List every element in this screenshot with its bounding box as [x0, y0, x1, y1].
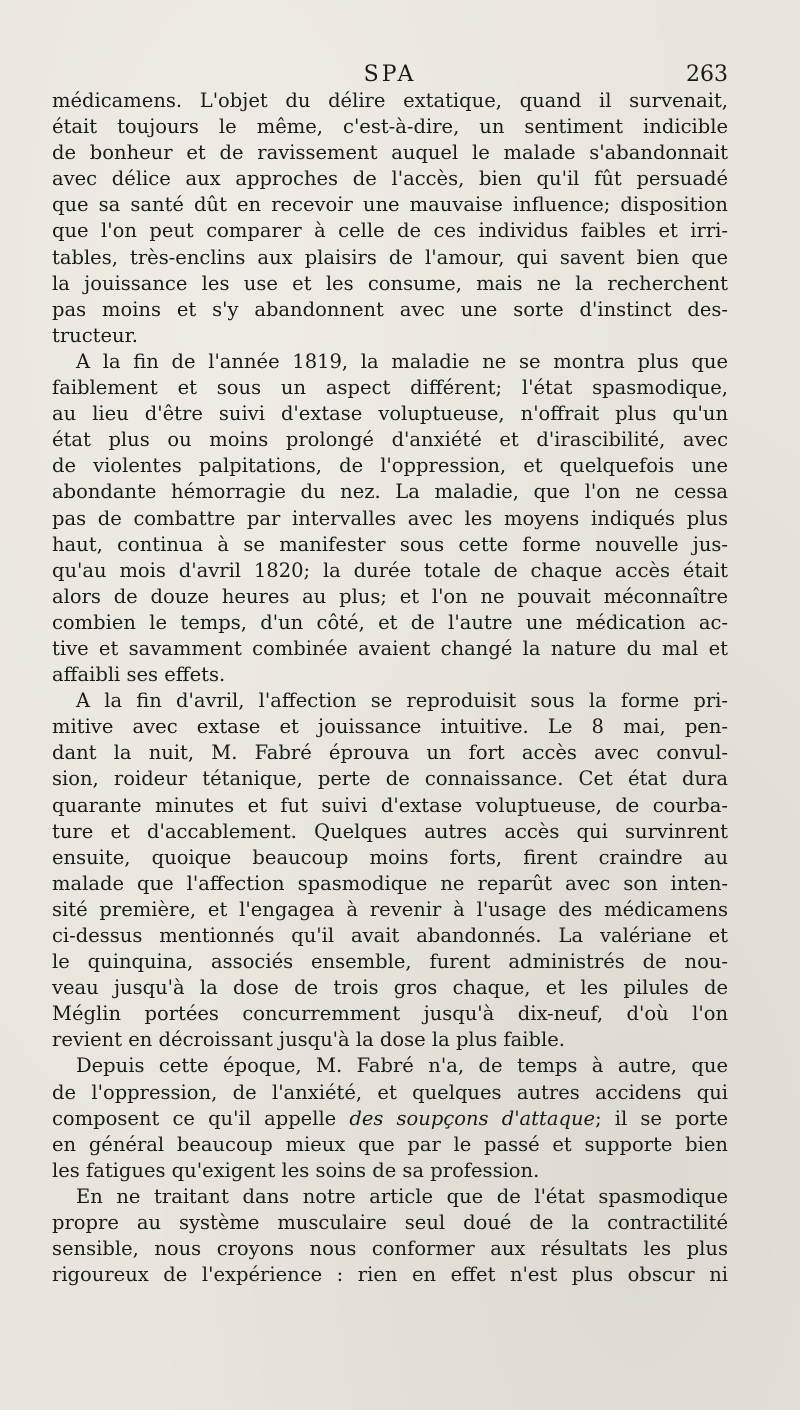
paragraph-4	[52, 1053, 728, 1183]
text-line: état plus ou moins prolongé d'anxiété et d'irascibilité, avec	[52, 428, 728, 452]
text-line: pas de combattre par intervalles avec les moyens indiqués plus	[52, 506, 728, 530]
text-line: en général beaucoup mieux que par le passé et supporte bien	[52, 1132, 728, 1156]
text-line: de l'oppression, de l'anxiété, et quelques autres accidens qui	[52, 1080, 728, 1104]
paragraph-3	[52, 688, 728, 1053]
text-line: tables, très-enclins aux plaisirs de l'amour, qui savent bien que	[52, 245, 728, 269]
text-line: ensuite, quoique beaucoup moins forts, firent craindre au	[52, 845, 728, 869]
text-line: les fatigues qu'exigent les soins de sa profession.	[52, 1158, 540, 1182]
paragraph-5	[52, 1184, 728, 1288]
text-line: rigoureux de l'expérience : rien en effet n'est plus obscur ni	[52, 1263, 728, 1287]
text-segment: composent ce qu'il appelle	[52, 1106, 350, 1130]
text-line: mitive avec extase et jouissance intuitive. Le 8 mai, pen-	[52, 715, 728, 739]
text-line: veau jusqu'à la dose de trois gros chaque, et les pilules de	[52, 976, 728, 1000]
paragraph-1	[52, 88, 728, 349]
text-line: dant la nuit, M. Fabré éprouva un fort accès avec convul-	[52, 741, 728, 765]
text-line: qu'au mois d'avril 1820; la durée totale de chaque accès était	[52, 558, 728, 582]
text-line: au lieu d'être suivi d'extase voluptueuse, n'offrait plus qu'un	[52, 402, 728, 426]
text-line-with-italic	[52, 1106, 728, 1132]
text-line: revient en décroissant jusqu'à la dose la plus faible.	[52, 1028, 565, 1052]
text-line: le quinquina, associés ensemble, furent administrés de nou-	[52, 950, 728, 974]
italic-phrase: des soupçons d'attaque	[349, 1106, 596, 1130]
text-line: médicamens. L'objet du délire extatique, quand il survenait,	[52, 89, 728, 112]
text-line: alors de douze heures au plus; et l'on ne pouvait méconnaître	[52, 584, 728, 608]
text-line: A la fin d'avril, l'affection se reproduisit sous la forme pri-	[76, 689, 728, 713]
text-line: de violentes palpitations, de l'oppression, et quelquefois une	[52, 454, 728, 478]
text-line: A la fin de l'année 1819, la maladie ne se montra plus que	[76, 349, 728, 373]
text-line: abondante hémorragie du nez. La maladie, que l'on ne cessa	[52, 480, 728, 504]
text-line: malade que l'affection spasmodique ne reparût avec son inten-	[52, 871, 728, 895]
text-line: En ne traitant dans notre article que de l'état spasmodique	[76, 1184, 728, 1208]
text-line: sité première, et l'engagea à revenir à l'usage des médicamens	[52, 897, 728, 921]
text-line: sion, roideur tétanique, perte de connaissance. Cet état dura	[52, 767, 728, 791]
running-title: SPA	[363, 62, 417, 87]
text-line: haut, continua à se manifester sous cette forme nouvelle jus-	[52, 532, 728, 556]
text-line: de bonheur et de ravissement auquel le malade s'abandonnait	[52, 141, 728, 165]
text-line: Méglin portées concurremment jusqu'à dix-neuf, d'où l'on	[52, 1002, 728, 1026]
text-line: sensible, nous croyons nous conformer aux résultats les plus	[52, 1237, 728, 1261]
page-number: 263	[686, 62, 728, 87]
text-line: la jouissance les use et les consume, mais ne la recherchent	[52, 271, 728, 295]
text-line: combien le temps, d'un côté, et de l'autre une médication ac-	[52, 610, 728, 634]
body-text	[52, 88, 728, 1288]
text-line: affaibli ses effets.	[52, 663, 226, 687]
text-line: avec délice aux approches de l'accès, bien qu'il fût persuadé	[52, 167, 728, 191]
text-line: était toujours le même, c'est-à-dire, un sentiment indicible	[52, 115, 728, 139]
text-line: ture et d'accablement. Quelques autres accès qui survinrent	[52, 819, 728, 843]
text-line: Depuis cette époque, M. Fabré n'a, de temps à autre, que	[76, 1054, 728, 1078]
text-line: ci-dessus mentionnés qu'il avait abandonnés. La valériane et	[52, 924, 728, 947]
text-line: que l'on peut comparer à celle de ces individus faibles et irri-	[52, 219, 728, 243]
text-line: que sa santé dût en recevoir une mauvaise influence; disposition	[52, 193, 728, 217]
text-line: quarante minutes et fut suivi d'extase voluptueuse, de courba-	[52, 793, 728, 817]
text-segment: ; il se porte	[595, 1106, 729, 1130]
text-line: tructeur.	[52, 323, 138, 347]
text-line: pas moins et s'y abandonnent avec une sorte d'instinct des-	[52, 297, 728, 321]
text-line: faiblement et sous un aspect différent; l'état spasmodique,	[52, 376, 728, 400]
text-line: propre au système musculaire seul doué de la contractilité	[52, 1211, 728, 1235]
paragraph-2	[52, 349, 728, 688]
text-line: tive et savamment combinée avaient changé la nature du mal et	[52, 636, 728, 660]
